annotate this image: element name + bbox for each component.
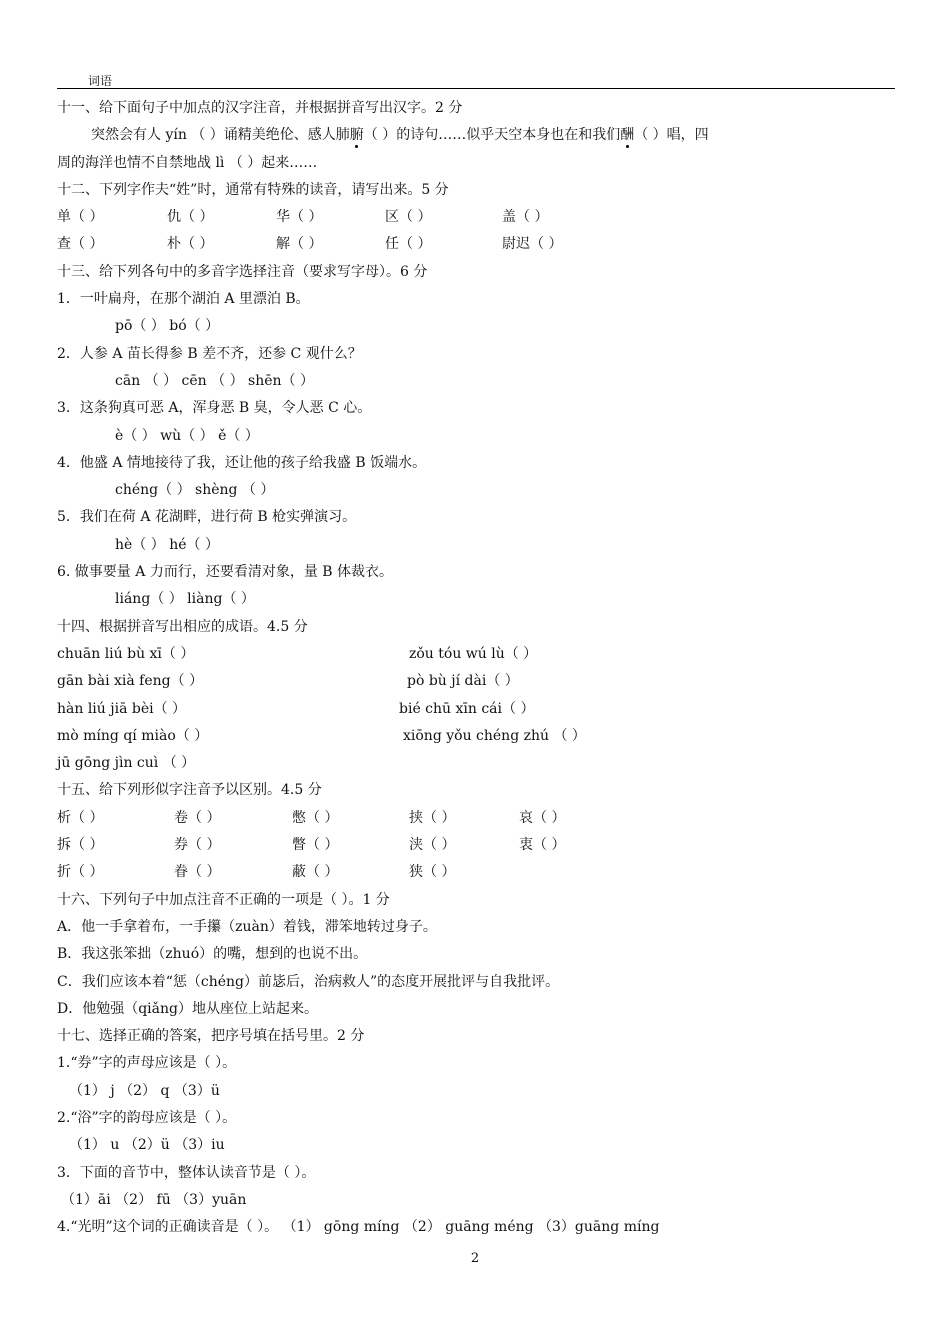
option-a: A．他一手拿着布，一手攥（zuàn）着钱，滞笨地转过身子。 [57, 918, 437, 935]
choices-2: （1） u （2）ü （3）iu [69, 1137, 225, 1154]
worksheet-body [57, 95, 895, 1241]
similar-char-row-2 [57, 832, 895, 859]
surname-item: 朴（ ） [167, 236, 214, 253]
char-item: 眷（ ） [174, 864, 221, 881]
section-16-title: 十六、下列句子中加点注音不正确的一项是（ ）。1 分 [57, 891, 390, 908]
question-1: 1．一叶扁舟，在那个湖泊 A 里漂泊 B。 [57, 291, 310, 308]
answer-1: pō（ ） bó（ ） [115, 318, 220, 335]
surname-item: 华（ ） [276, 209, 323, 226]
choices-3: （1）āi （2） fū （3）yuān [61, 1191, 247, 1208]
idiom-item: bié chū xīn cái（ ） [399, 700, 535, 717]
surname-item: 尉迟（ ） [502, 236, 563, 253]
surname-item: 任（ ） [385, 236, 432, 253]
char-item: 卷（ ） [174, 809, 221, 826]
idiom-row-1 [57, 641, 895, 668]
idiom-row-5: jū gōng jìn cuì （ ） [57, 755, 196, 772]
idiom-item: hàn liú jiā bèi（ ） [57, 700, 187, 717]
idiom-item: xiōng yǒu chéng zhú （ ） [403, 727, 586, 744]
question-4: 4.“光明”这个词的正确读音是（ ）。 （1） gōng míng （2） guāng méng （3）guāng míng [57, 1219, 660, 1236]
answer-5: hè（ ） hé（ ） [115, 536, 219, 553]
char-item: 衷（ ） [519, 837, 566, 854]
section-12-title: 十二、下列字作夫“姓”时，通常有特殊的读音，请写出来。5 分 [57, 181, 449, 198]
idiom-item: pò bù jí dài（ ） [407, 673, 519, 690]
char-item: 拆（ ） [57, 837, 104, 854]
question-4: 4．他盛 A 情地接待了我，还让他的孩子给我盛 B 饭端水。 [57, 454, 427, 471]
char-item: 狭（ ） [409, 864, 456, 881]
idiom-row-3 [57, 696, 895, 723]
question-5: 5．我们在荷 A 花湖畔，进行荷 B 枪实弹演习。 [57, 509, 357, 526]
similar-char-row-1 [57, 805, 895, 832]
passage-text-a: 突然会有人 yín （ ）诵精美绝伦、感人肺 [91, 127, 350, 144]
question-6: 6. 做事要量 A 力而行，还要看清对象，量 B 体裁衣。 [57, 564, 394, 581]
idiom-item: chuān liú bù xī（ ） [57, 645, 195, 662]
surname-item: 查（ ） [57, 236, 104, 253]
option-b: B．我这张笨拙（zhuó）的嘴，想到的也说不出。 [57, 946, 368, 963]
idiom-item: gān bài xià feng（ ） [57, 673, 204, 690]
idiom-row-2 [57, 668, 895, 695]
question-2: 2．人参 A 苗长得参 B 差不齐，还参 C 观什么？ [57, 345, 362, 362]
answer-4: chéng（ ） shèng （ ） [115, 482, 275, 499]
section-11-title: 十一、给下面句子中加点的汉字注音，并根据拼音写出汉字。2 分 [57, 100, 463, 116]
idiom-row-4 [57, 723, 895, 750]
char-item: 券（ ） [174, 837, 221, 854]
surname-item: 区（ ） [385, 209, 432, 226]
surname-row-1 [57, 204, 895, 231]
char-item: 折（ ） [57, 864, 104, 881]
dotted-char-fu: 腑 [350, 122, 364, 149]
char-item: 蔽（ ） [292, 864, 339, 881]
section-11-passage-line-1 [57, 122, 895, 149]
passage-text-c: （ ）唱，四 [634, 127, 709, 144]
section-13-title: 十三、给下列各句中的多音字选择注音（要求写字母）。6 分 [57, 263, 428, 280]
page-number: 2 [470, 1251, 480, 1266]
question-1: 1.“券”字的声母应该是（ ）。 [57, 1055, 237, 1072]
choices-1: （1） j （2） q （3）ü [69, 1082, 220, 1099]
answer-2: cān （ ） cēn （ ） shēn（ ） [115, 372, 315, 389]
surname-item: 盖（ ） [502, 209, 549, 226]
section-14-title: 十四、根据拼音写出相应的成语。4.5 分 [57, 618, 308, 635]
passage-text-b: （ ）的诗句……似乎天空本身也在和我们 [363, 127, 621, 144]
option-c: C．我们应该本着“惩（chéng）前毖后，治病救人”的态度开展批评与自我批评。 [57, 973, 560, 990]
char-item: 挟（ ） [409, 809, 456, 826]
option-d: D．他勉强（qiǎng）地从座位上站起来。 [57, 1000, 318, 1017]
surname-item: 解（ ） [276, 236, 323, 253]
char-item: 憋（ ） [292, 809, 339, 826]
header-label: 词语 [88, 74, 113, 88]
surname-item: 单（ ） [57, 209, 104, 226]
section-11-passage-line-2: 周的海洋也情不自禁地战 lì （ ）起来…… [57, 154, 318, 171]
dotted-char-chou: 酬 [620, 122, 634, 149]
surname-row-2 [57, 231, 895, 258]
idiom-item: mò míng qí miào（ ） [57, 727, 209, 744]
section-17-title: 十七、选择正确的答案，把序号填在括号里。2 分 [57, 1028, 365, 1045]
answer-3: è（ ） wù（ ） ě（ ） [115, 427, 259, 444]
answer-6: liáng（ ） liàng（ ） [115, 591, 255, 608]
char-item: 浃（ ） [409, 837, 456, 854]
surname-item: 仇（ ） [167, 209, 214, 226]
question-3: 3．下面的音节中，整体认读音节是（ ）。 [57, 1164, 316, 1181]
section-15-title: 十五、给下列形似字注音予以区别。4.5 分 [57, 782, 322, 799]
question-2: 2.“浴”字的韵母应该是（ ）。 [57, 1109, 237, 1126]
char-item: 瞥（ ） [292, 837, 339, 854]
header-rule [57, 88, 895, 89]
char-item: 哀（ ） [519, 809, 566, 826]
idiom-item: zǒu tóu wú lù（ ） [409, 645, 538, 662]
question-3: 3．这条狗真可恶 A，浑身恶 B 臭，令人恶 C 心。 [57, 400, 372, 417]
char-item: 析（ ） [57, 809, 104, 826]
similar-char-row-3 [57, 859, 895, 886]
